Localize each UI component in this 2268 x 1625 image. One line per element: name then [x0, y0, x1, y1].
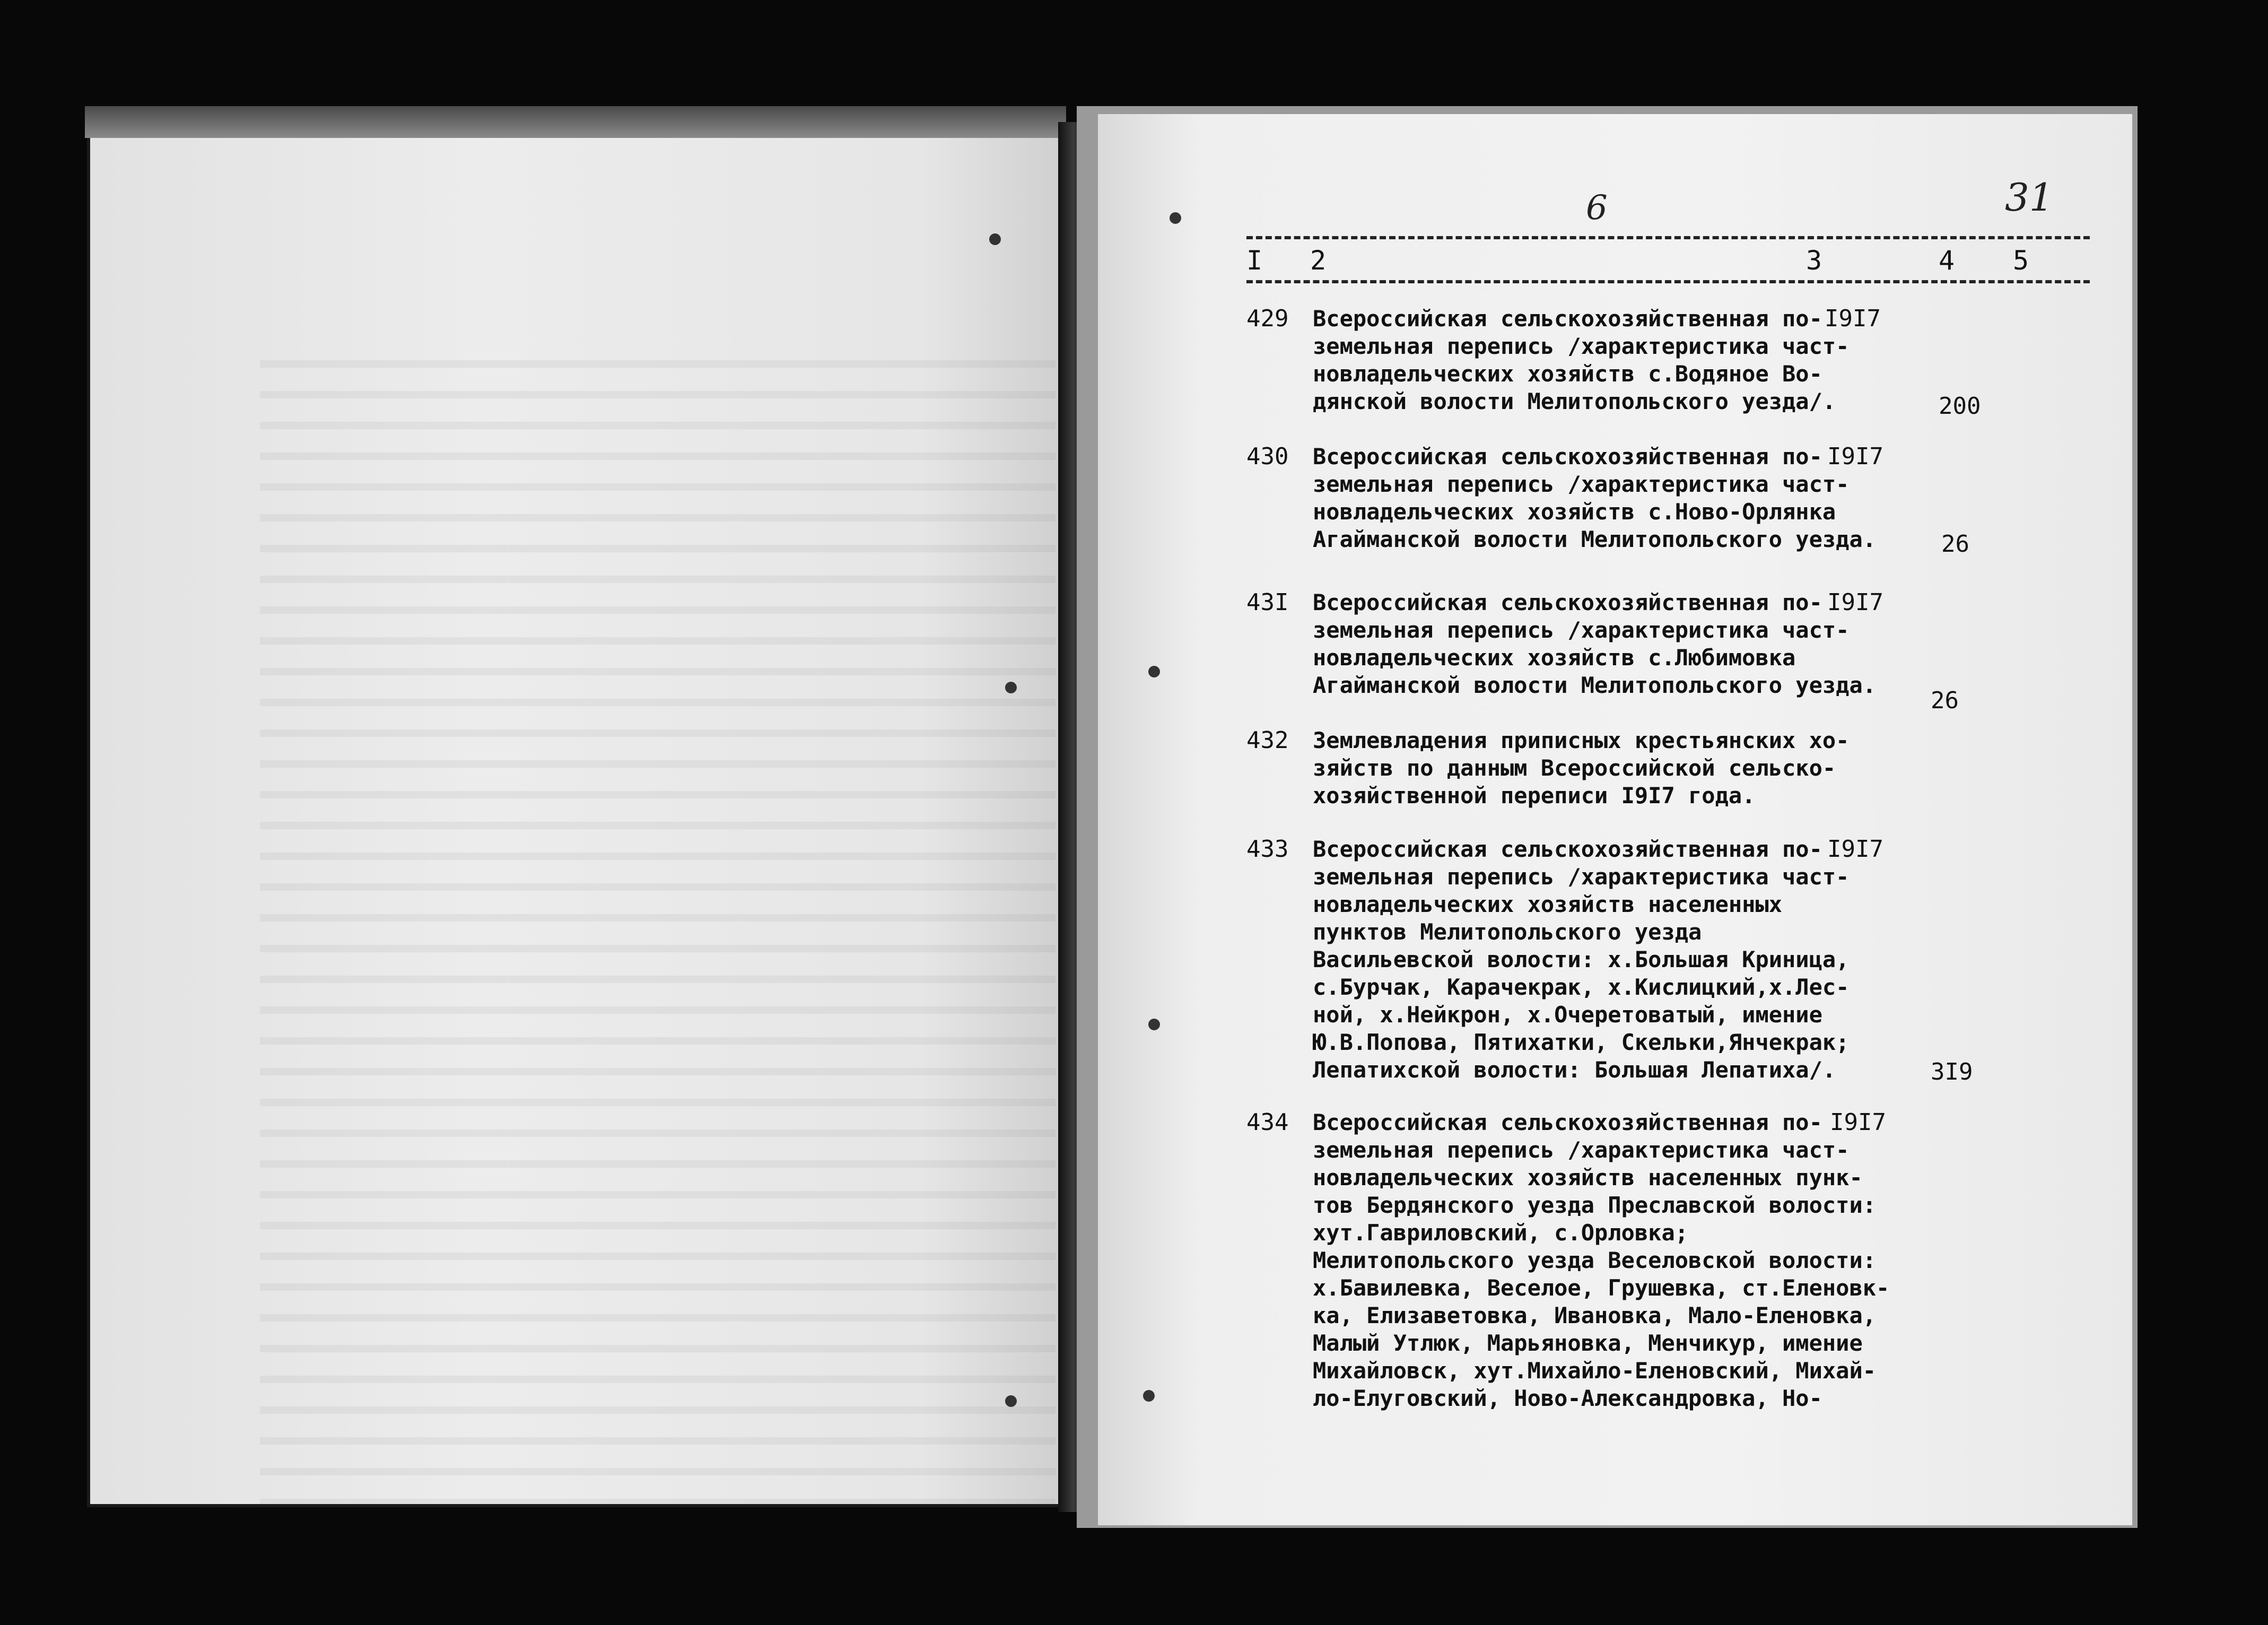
entry-year: I9I7 — [1827, 836, 1883, 863]
column-header-3: 3 — [1806, 245, 1822, 276]
binding-hole — [1005, 1395, 1017, 1407]
entry-number: 430 — [1246, 443, 1289, 470]
entry-year: I9I7 — [1827, 589, 1883, 616]
column-header-1: I — [1246, 245, 1263, 276]
left-page-blank-reverse — [90, 135, 1066, 1504]
entry-year: I9I7 — [1825, 305, 1881, 332]
binding-hole — [1005, 682, 1017, 693]
entry-year: I9I7 — [1830, 1109, 1886, 1136]
entry-title: Всероссийская сельскохозяйственная по- земельная перепись /характеристика част- новладельческих хозяйств с.Водяное Во- дянской волости Мелитопольского уезда/. — [1313, 306, 1850, 414]
entry-number: 429 — [1246, 305, 1289, 332]
entry-sheet-count: 26 — [1931, 687, 1959, 714]
bleed-through-text — [260, 337, 1056, 1504]
left-page-edge — [85, 106, 1066, 138]
binding-hole — [1170, 212, 1181, 224]
entry-title: Всероссийская сельскохозяйственная по- земельная перепись /характеристика част- новладельческих хозяйств с.Любимовка Агайманской волости Мелитопольского уезда. — [1313, 589, 1877, 698]
handwritten-page-mark: 6 — [1586, 188, 1608, 228]
header-rule-top — [1246, 236, 2090, 239]
column-header-5: 5 — [2013, 245, 2029, 276]
binding-hole — [989, 233, 1001, 245]
entry-number: 432 — [1246, 727, 1289, 754]
entry-title: Землевладения приписных крестьянских хо- зяйств по данным Всероссийской сельско- хозяйственной переписи I9I7 года. — [1313, 727, 1850, 809]
handwritten-page-number: 31 — [2005, 175, 2054, 220]
entry-title: Всероссийская сельскохозяйственная по- земельная перепись /характеристика част- новладельческих хозяйств с.Ново-Орлянка Агайманской волости Мелитопольского уезда. — [1313, 444, 1877, 552]
entry-sheet-count: 26 — [1941, 531, 1969, 558]
entry-number: 434 — [1246, 1109, 1289, 1136]
entry-sheet-count: 200 — [1939, 393, 1981, 420]
entry-number: 43I — [1246, 589, 1289, 616]
entry-title: Всероссийская сельскохозяйственная по- земельная перепись /характеристика част- новладельческих хозяйств населенных пунк- тов Бердянского уезда Преславской волости: хут.Гавриловский, с.Орловка; Мелитопольского уезда Веселовской волости: х.Бавилевка, Веселое, Грушевка, ст.Еленовк- ка, Елизаветовка, Ивановка, Мало-Еленовка, Малый Утлюк, Марьяновка, Менчикур, имение Михайловск, хут.Михайло-Еленовский, Михай- ло-Елуговский, Ново-Александровка, Но- — [1313, 1109, 1890, 1411]
header-rule-bottom — [1246, 280, 2090, 283]
binding-hole — [1148, 1019, 1160, 1030]
binding-hole — [1143, 1390, 1155, 1402]
column-header-2: 2 — [1310, 245, 1327, 276]
entry-number: 433 — [1246, 836, 1289, 863]
entry-title: Всероссийская сельскохозяйственная по- земельная перепись /характеристика част- новладельческих хозяйств населенных пунктов Мелитопольского уезда Васильевской волости: х.Большая Криница, с.Бурчак, Карачекрак, х.Кислицкий,х.Лес- ной, х.Нейкрон, х.Очеретоватый, имение Ю.В.Попова, Пятихатки, Скельки,Янчекрак; Лепатихской волости: Большая Лепатиха/. — [1313, 836, 1850, 1083]
entry-sheet-count: 3I9 — [1931, 1058, 1973, 1085]
entry-year: I9I7 — [1827, 443, 1883, 470]
column-header-4: 4 — [1939, 245, 1955, 276]
binding-hole — [1148, 666, 1160, 677]
